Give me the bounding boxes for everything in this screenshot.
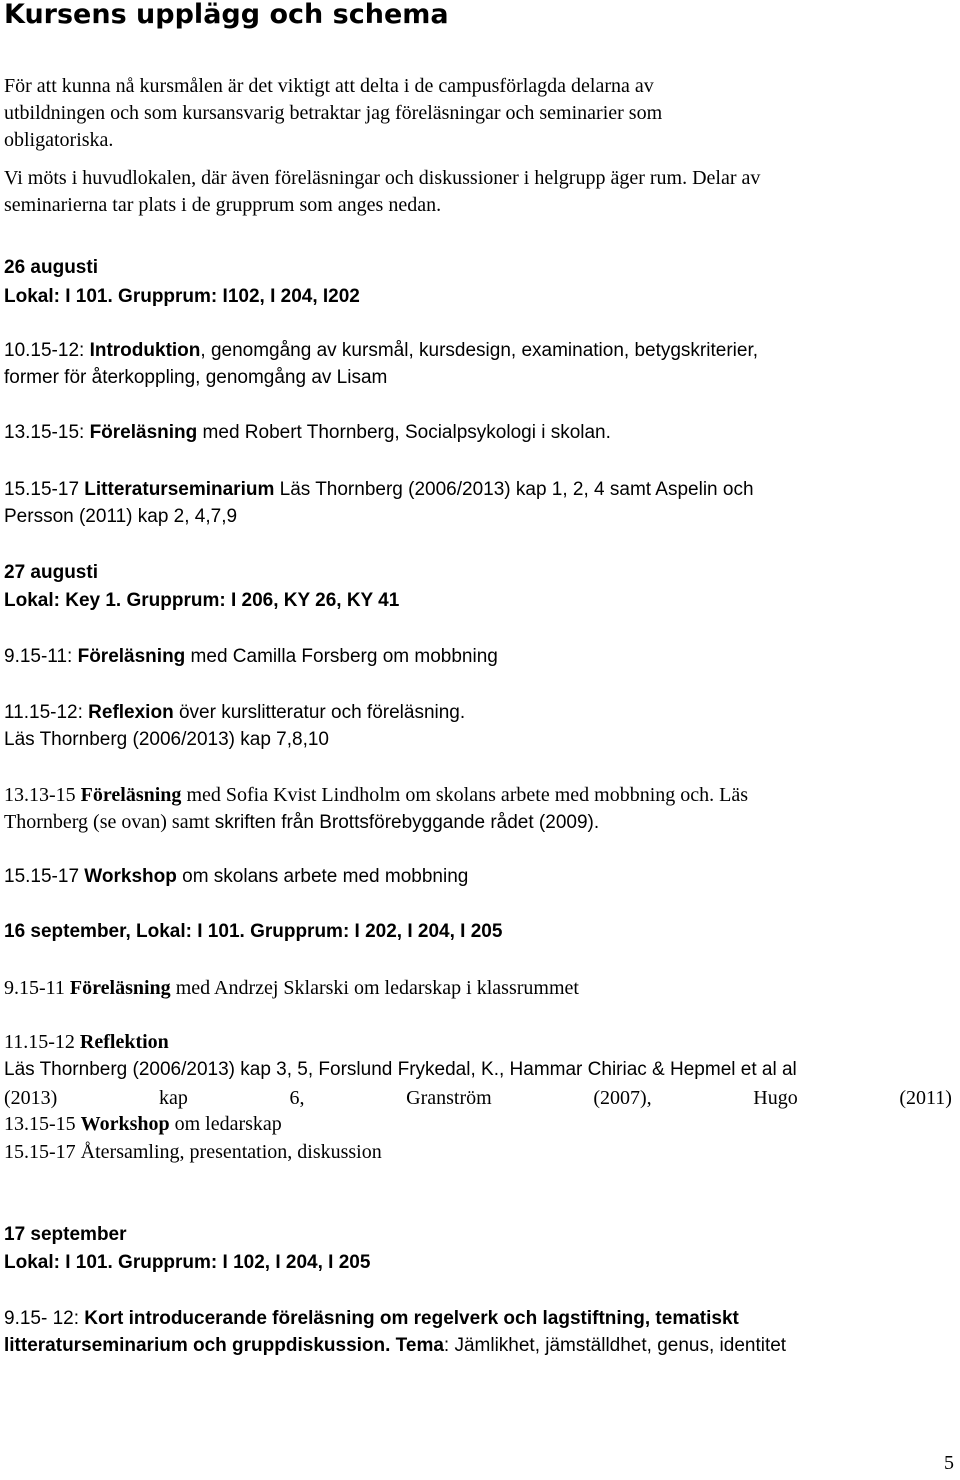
schedule-entry	[4, 477, 754, 503]
entry-word: kap	[158, 1087, 188, 1109]
entry-description-line: former för återkoppling, genomgång av Lisam	[4, 367, 388, 388]
entry-description-line: Persson (2011) kap 2, 4,7,9	[4, 506, 238, 527]
entry-word: (2013)	[4, 1087, 58, 1109]
entry-time: 13.13-15	[4, 784, 81, 806]
schedule-entry	[4, 700, 465, 726]
day-header: 16 september, Lokal: I 101. Grupprum: I 202, I 204, I 205	[4, 921, 503, 942]
entry-description: med Andrzej Sklarski om ledarskap i klassrummet	[170, 977, 579, 999]
intro-line: obligatoriska.	[4, 129, 114, 151]
page-title: Kursens upplägg och schema	[4, 0, 449, 30]
schedule-entry	[4, 1029, 169, 1055]
schedule-entry	[4, 1111, 282, 1137]
schedule-entry	[4, 644, 498, 670]
entry-description-line	[4, 809, 599, 836]
entry-title: litteraturseminarium och gruppdiskussion. Tema	[4, 1335, 444, 1356]
entry-description: : Jämlikhet, jämställdhet, genus, identitet	[443, 1335, 787, 1356]
entry-title: Kort introducerande föreläsning om regelverk och lagstiftning, tematiskt	[84, 1308, 739, 1329]
entry-title: Reflektion	[79, 1031, 169, 1053]
day-room: Lokal: I 101. Grupprum: I 102, I 204, I 205	[4, 1252, 371, 1273]
entry-description: över kurslitteratur och föreläsning.	[173, 702, 466, 723]
schedule-entry	[4, 864, 468, 890]
entry-description: skriften från Brottsförebyggande rådet (2009).	[214, 812, 600, 833]
schedule-entry: 15.15-17 Återsamling, presentation, diskussion	[4, 1141, 382, 1163]
day-date: 26 augusti	[4, 257, 98, 278]
entry-time: 11.15-12	[4, 1031, 80, 1053]
entry-time: 9.15-11	[4, 977, 70, 999]
entry-title: Introduktion	[89, 340, 201, 361]
entry-title: Föreläsning	[80, 784, 182, 806]
entry-description: med Camilla Forsberg om mobbning	[185, 646, 498, 667]
intro-line: seminarierna tar plats i de grupprum som anges nedan.	[4, 194, 442, 216]
entry-description: med Sofia Kvist Lindholm om skolans arbete med mobbning och. Läs	[181, 784, 749, 806]
entry-title: Workshop	[80, 1113, 170, 1135]
entry-description-line	[4, 1333, 786, 1359]
entry-description: om skolans arbete med mobbning	[176, 866, 469, 887]
day-date: 27 augusti	[4, 562, 98, 583]
entry-description: , genomgång av kursmål, kursdesign, examination, betygskriterier,	[200, 340, 758, 361]
entry-description-line: Läs Thornberg (2006/2013) kap 3, 5, Forslund Frykedal, K., Hammar Chiriac & Hepmel et al al	[4, 1059, 797, 1080]
schedule-entry	[4, 338, 758, 364]
entry-title: Litteraturseminarium	[84, 479, 275, 500]
entry-title: Reflexion	[88, 702, 174, 723]
intro-line: Vi möts i huvudlokalen, där även föreläsningar och diskussioner i helgrupp äger rum. Delar av	[4, 167, 761, 189]
entry-word: 6,	[289, 1087, 305, 1109]
day-room: Lokal: I 101. Grupprum: I102, I 204, I202	[4, 286, 360, 307]
day-date: 17 september	[4, 1224, 127, 1245]
entry-word: Granström	[406, 1087, 492, 1109]
entry-time: 13.15-15:	[4, 422, 90, 443]
schedule-entry	[4, 1306, 739, 1332]
day-room: Lokal: Key 1. Grupprum: I 206, KY 26, KY 41	[4, 590, 400, 611]
entry-title: Workshop	[84, 866, 177, 887]
entry-time: 9.15- 12:	[4, 1308, 85, 1329]
page-number: 5	[944, 1452, 954, 1474]
intro-line: För att kunna nå kursmålen är det viktigt att delta i de campusförlagda delarna av	[4, 75, 654, 97]
entry-word: Hugo	[753, 1087, 798, 1109]
intro-line: utbildningen och som kursansvarig betraktar jag föreläsningar och seminarier som	[4, 102, 663, 124]
entry-time: 13.15-15	[4, 1113, 81, 1135]
entry-description: Thornberg (se ovan) samt	[4, 811, 215, 833]
entry-time: 10.15-12:	[4, 340, 90, 361]
schedule-entry	[4, 782, 748, 808]
entry-description-line: Läs Thornberg (2006/2013) kap 7,8,10	[4, 729, 329, 750]
entry-time: 9.15-11:	[4, 646, 78, 667]
entry-time: 15.15-17	[4, 479, 85, 500]
schedule-entry	[4, 420, 611, 446]
entry-description: med Robert Thornberg, Socialpsykologi i skolan.	[197, 422, 611, 443]
entry-description: Läs Thornberg (2006/2013) kap 1, 2, 4 samt Aspelin och	[274, 479, 754, 500]
entry-time: 15.15-17	[4, 866, 85, 887]
entry-word: (2011)	[899, 1087, 952, 1109]
entry-description-line	[4, 1085, 952, 1111]
entry-time: 11.15-12:	[4, 702, 89, 723]
entry-description: om ledarskap	[169, 1113, 282, 1135]
entry-title: Föreläsning	[89, 422, 198, 443]
entry-title: Föreläsning	[77, 646, 186, 667]
entry-title: Föreläsning	[69, 977, 171, 999]
schedule-entry	[4, 975, 579, 1001]
entry-word: (2007),	[593, 1087, 652, 1109]
